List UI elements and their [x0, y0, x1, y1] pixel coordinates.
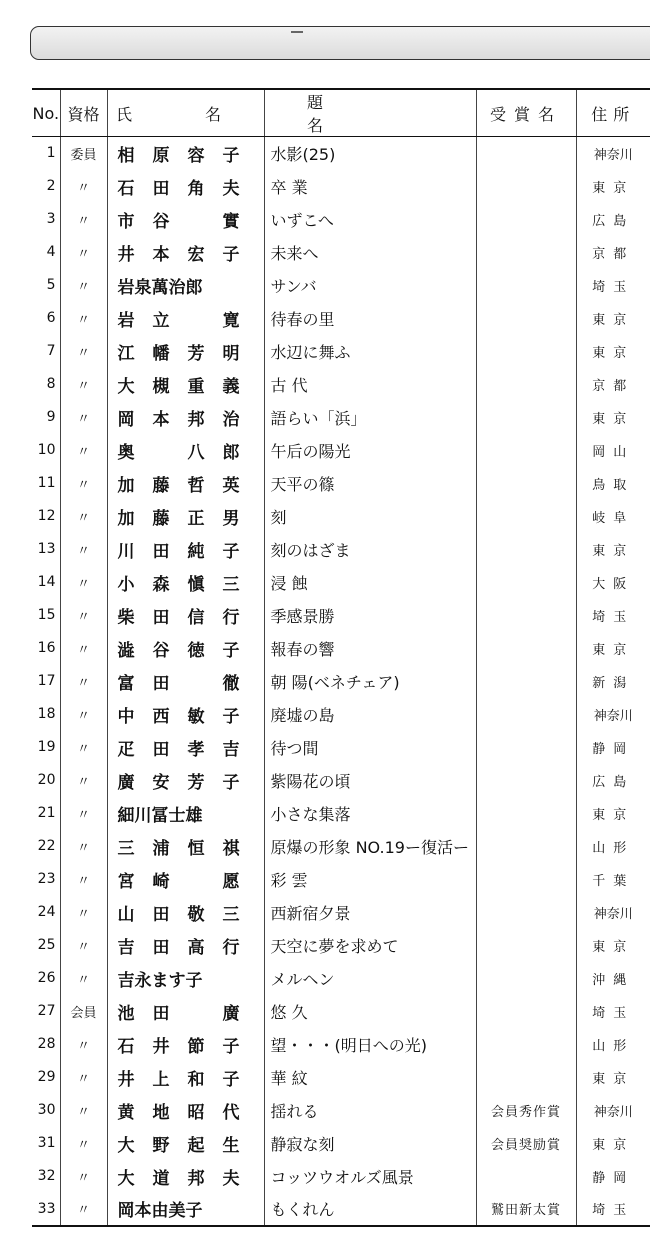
row-prefecture: 静岡 [592, 1170, 635, 1186]
table-row [32, 731, 650, 764]
table-row [32, 203, 650, 236]
row-prefecture: 東京 [592, 543, 635, 559]
row-award: 会員秀作賞 [476, 1094, 576, 1127]
row-title: 水辺に舞ふ [264, 335, 476, 368]
row-title: 彩 雲 [264, 863, 476, 896]
row-qualification: 〃 [60, 632, 107, 665]
row-prefecture: 山形 [592, 840, 635, 856]
row-number: 13 [32, 533, 60, 566]
row-qualification: 〃 [60, 467, 107, 500]
table-body [32, 137, 650, 1226]
row-number: 18 [32, 698, 60, 731]
table-row [32, 1193, 650, 1226]
row-prefecture: 神奈川 [593, 906, 633, 922]
row-award [476, 236, 576, 269]
row-prefecture: 神奈川 [593, 708, 633, 724]
table-row [32, 500, 650, 533]
table-row [32, 335, 650, 368]
row-prefecture: 鳥取 [592, 477, 635, 493]
row-title: 報春の響 [264, 632, 476, 665]
exhibitor-table [32, 88, 650, 1227]
row-name: 加藤正男 [107, 500, 264, 533]
row-qualification: 〃 [60, 1127, 107, 1160]
row-number: 9 [32, 401, 60, 434]
table-row [32, 566, 650, 599]
row-title: 午后の陽光 [264, 434, 476, 467]
row-prefecture: 岡山 [592, 444, 635, 460]
row-prefecture: 京都 [592, 246, 635, 262]
row-name: 池田 廣 [107, 995, 264, 1028]
row-name: 加藤哲英 [107, 467, 264, 500]
row-qualification: 〃 [60, 368, 107, 401]
table-row [32, 830, 650, 863]
table-row [32, 698, 650, 731]
row-title: 原爆の形象 NO.19ー復活ー [264, 830, 476, 863]
row-name: 吉田高行 [107, 929, 264, 962]
row-name: 石田角夫 [107, 170, 264, 203]
row-number: 24 [32, 896, 60, 929]
row-qualification: 〃 [60, 830, 107, 863]
row-number: 22 [32, 830, 60, 863]
row-award [476, 302, 576, 335]
row-title: メルヘン [264, 962, 476, 995]
row-award [476, 137, 576, 170]
row-qualification: 〃 [60, 203, 107, 236]
row-title: サンバ [264, 269, 476, 302]
row-prefecture: 岐阜 [592, 510, 635, 526]
row-qualification: 〃 [60, 1193, 107, 1226]
row-number: 26 [32, 962, 60, 995]
row-qualification: 〃 [60, 764, 107, 797]
row-name: 宮崎 愿 [107, 863, 264, 896]
row-prefecture: 東京 [592, 345, 635, 361]
row-number: 28 [32, 1028, 60, 1061]
row-name: 富田 徹 [107, 665, 264, 698]
row-qualification: 〃 [60, 236, 107, 269]
row-number: 7 [32, 335, 60, 368]
row-title: 天平の篠 [264, 467, 476, 500]
row-qualification: 〃 [60, 599, 107, 632]
row-title: 華 紋 [264, 1061, 476, 1094]
row-number: 6 [32, 302, 60, 335]
row-qualification: 〃 [60, 302, 107, 335]
table-row [32, 434, 650, 467]
row-qualification: 〃 [60, 269, 107, 302]
table-header [32, 89, 650, 137]
table-row [32, 599, 650, 632]
table-row [32, 1061, 650, 1094]
table-row [32, 764, 650, 797]
row-qualification: 〃 [60, 1061, 107, 1094]
row-name: 岡本邦治 [107, 401, 264, 434]
row-award [476, 797, 576, 830]
table-row [32, 467, 650, 500]
row-number: 25 [32, 929, 60, 962]
row-name: 相原容子 [107, 137, 264, 170]
row-prefecture: 山形 [592, 1038, 635, 1054]
row-name: 大道邦夫 [107, 1160, 264, 1193]
row-prefecture: 東京 [592, 1071, 635, 1087]
header-mark [291, 31, 303, 33]
row-name: 井上和子 [107, 1061, 264, 1094]
row-qualification: 〃 [60, 698, 107, 731]
row-prefecture: 静岡 [592, 741, 635, 757]
row-name: 大槻重義 [107, 368, 264, 401]
row-title: 未来へ [264, 236, 476, 269]
row-award [476, 269, 576, 302]
row-number: 15 [32, 599, 60, 632]
row-number: 23 [32, 863, 60, 896]
table-row [32, 533, 650, 566]
row-title: 刻のはざま [264, 533, 476, 566]
row-qualification: 〃 [60, 896, 107, 929]
row-qualification: 〃 [60, 335, 107, 368]
row-award [476, 203, 576, 236]
row-prefecture: 埼玉 [576, 1193, 650, 1226]
row-prefecture: 埼玉 [592, 609, 635, 625]
row-title: 西新宿夕景 [264, 896, 476, 929]
row-name: 疋田孝吉 [107, 731, 264, 764]
table-row [32, 962, 650, 995]
row-qualification: 委員 [60, 137, 107, 170]
row-award [476, 599, 576, 632]
row-qualification: 〃 [60, 533, 107, 566]
row-name: 岡本由美子 [107, 1193, 264, 1226]
table-row [32, 632, 650, 665]
row-title: 古 代 [264, 368, 476, 401]
row-qualification: 〃 [60, 962, 107, 995]
table-row [32, 797, 650, 830]
header-award: 受賞名 [476, 89, 576, 137]
row-number: 2 [32, 170, 60, 203]
row-number: 5 [32, 269, 60, 302]
table-row [32, 401, 650, 434]
row-prefecture: 広島 [592, 774, 635, 790]
row-award [476, 962, 576, 995]
row-title: 紫陽花の頃 [264, 764, 476, 797]
header-no: No. [32, 89, 60, 137]
row-award [476, 170, 576, 203]
row-name: 柴田信行 [107, 599, 264, 632]
row-award [476, 698, 576, 731]
table-row [32, 1127, 650, 1160]
row-name: 小森愼三 [107, 566, 264, 599]
row-name: 中西敏子 [107, 698, 264, 731]
header-prefecture: 住所 [576, 89, 650, 137]
row-name: 廣安芳子 [107, 764, 264, 797]
row-name: 山田敬三 [107, 896, 264, 929]
row-name: 澁谷徳子 [107, 632, 264, 665]
row-number: 11 [32, 467, 60, 500]
row-award [476, 929, 576, 962]
row-prefecture: 千葉 [592, 873, 635, 889]
row-number: 32 [32, 1160, 60, 1193]
row-award [476, 1160, 576, 1193]
row-name: 井本宏子 [107, 236, 264, 269]
row-award [476, 896, 576, 929]
row-award [476, 863, 576, 896]
row-number: 19 [32, 731, 60, 764]
row-prefecture: 東京 [592, 411, 635, 427]
row-award: 鷲田新太賞 [476, 1193, 576, 1226]
row-qualification: 〃 [60, 434, 107, 467]
row-prefecture: 埼玉 [592, 1005, 635, 1021]
row-number: 4 [32, 236, 60, 269]
row-number: 1 [32, 137, 60, 170]
table-row [32, 929, 650, 962]
table-row [32, 236, 650, 269]
row-qualification: 〃 [60, 665, 107, 698]
row-name: 吉永ます子 [107, 962, 264, 995]
row-award [476, 533, 576, 566]
row-prefecture: 大阪 [592, 576, 635, 592]
row-number: 3 [32, 203, 60, 236]
row-award [476, 335, 576, 368]
row-name: 黄地昭代 [107, 1094, 264, 1127]
row-prefecture: 新潟 [592, 675, 635, 691]
row-award [476, 632, 576, 665]
row-number: 30 [32, 1094, 60, 1127]
row-award [476, 434, 576, 467]
row-award [476, 401, 576, 434]
row-number: 12 [32, 500, 60, 533]
row-award [476, 830, 576, 863]
row-award [476, 500, 576, 533]
table-row [32, 137, 650, 170]
row-qualification: 〃 [60, 170, 107, 203]
row-award [476, 731, 576, 764]
row-qualification: 〃 [60, 863, 107, 896]
table-row [32, 665, 650, 698]
row-title: 揺れる [264, 1094, 476, 1127]
row-prefecture: 埼玉 [592, 279, 635, 295]
row-prefecture: 東京 [592, 1137, 635, 1153]
row-title: 悠 久 [264, 995, 476, 1028]
row-title: 刻 [264, 500, 476, 533]
row-qualification: 〃 [60, 500, 107, 533]
row-number: 21 [32, 797, 60, 830]
row-title: 小さな集落 [264, 797, 476, 830]
row-prefecture: 沖縄 [592, 972, 635, 988]
row-award [476, 1028, 576, 1061]
row-qualification: 〃 [60, 1094, 107, 1127]
row-name: 細川冨士雄 [107, 797, 264, 830]
row-name: 川田純子 [107, 533, 264, 566]
header-qualification: 資格 [60, 89, 107, 137]
row-name: 奥 八郎 [107, 434, 264, 467]
table-row [32, 1094, 650, 1127]
row-qualification: 〃 [60, 929, 107, 962]
row-award [476, 1061, 576, 1094]
section-header-bar [30, 26, 650, 60]
row-title: コッツウオルズ風景 [264, 1160, 476, 1193]
row-number: 29 [32, 1061, 60, 1094]
row-qualification: 〃 [60, 731, 107, 764]
row-number: 17 [32, 665, 60, 698]
row-title: 水影(25) [264, 137, 476, 170]
header-name: 氏 名 [107, 89, 264, 137]
row-name: 岩泉萬治郎 [107, 269, 264, 302]
row-name: 江幡芳明 [107, 335, 264, 368]
row-award [476, 995, 576, 1028]
row-number: 31 [32, 1127, 60, 1160]
table-row [32, 302, 650, 335]
row-prefecture: 京都 [592, 378, 635, 394]
row-qualification: 〃 [60, 566, 107, 599]
row-prefecture: 神奈川 [593, 147, 633, 163]
row-title: 望・・・(明日への光) [264, 1028, 476, 1061]
row-award [476, 665, 576, 698]
row-number: 16 [32, 632, 60, 665]
row-qualification: 〃 [60, 401, 107, 434]
row-title: 廃墟の島 [264, 698, 476, 731]
row-prefecture: 東京 [592, 642, 635, 658]
row-title: 語らい「浜」 [264, 401, 476, 434]
row-number: 10 [32, 434, 60, 467]
row-qualification: 〃 [60, 1028, 107, 1061]
row-qualification: 会員 [60, 995, 107, 1028]
table-row [32, 368, 650, 401]
table-row [32, 863, 650, 896]
row-number: 27 [32, 995, 60, 1028]
table-row [32, 1160, 650, 1193]
table-row [32, 269, 650, 302]
row-name: 三浦恒祺 [107, 830, 264, 863]
row-prefecture: 神奈川 [593, 1104, 633, 1120]
table-row [32, 1028, 650, 1061]
row-name: 大野起生 [107, 1127, 264, 1160]
row-name: 岩立 寛 [107, 302, 264, 335]
row-qualification: 〃 [60, 797, 107, 830]
row-award [476, 764, 576, 797]
row-title: 季感景勝 [264, 599, 476, 632]
row-prefecture: 東京 [592, 312, 635, 328]
row-title: 静寂な刻 [264, 1127, 476, 1160]
row-prefecture: 広島 [592, 213, 635, 229]
row-title: 卒 業 [264, 170, 476, 203]
header-row [32, 89, 650, 137]
row-title: もくれん [264, 1193, 476, 1226]
row-title: いずこへ [264, 203, 476, 236]
row-number: 14 [32, 566, 60, 599]
table-row [32, 995, 650, 1028]
row-award [476, 368, 576, 401]
row-number: 8 [32, 368, 60, 401]
row-title: 天空に夢を求めて [264, 929, 476, 962]
table-row [32, 896, 650, 929]
row-prefecture: 東京 [592, 939, 635, 955]
row-title: 待春の里 [264, 302, 476, 335]
row-name: 市谷 實 [107, 203, 264, 236]
row-award [476, 467, 576, 500]
row-number: 20 [32, 764, 60, 797]
row-prefecture: 東京 [592, 807, 635, 823]
row-title: 浸 蝕 [264, 566, 476, 599]
row-name: 石井節子 [107, 1028, 264, 1061]
row-award: 会員奨励賞 [476, 1127, 576, 1160]
row-prefecture: 東京 [592, 180, 635, 196]
row-title: 待つ間 [264, 731, 476, 764]
row-number: 33 [32, 1193, 60, 1226]
header-title: 題 名 [264, 89, 476, 137]
row-award [476, 566, 576, 599]
table-row [32, 170, 650, 203]
row-title: 朝 陽(ベネチェア) [264, 665, 476, 698]
row-qualification: 〃 [60, 1160, 107, 1193]
